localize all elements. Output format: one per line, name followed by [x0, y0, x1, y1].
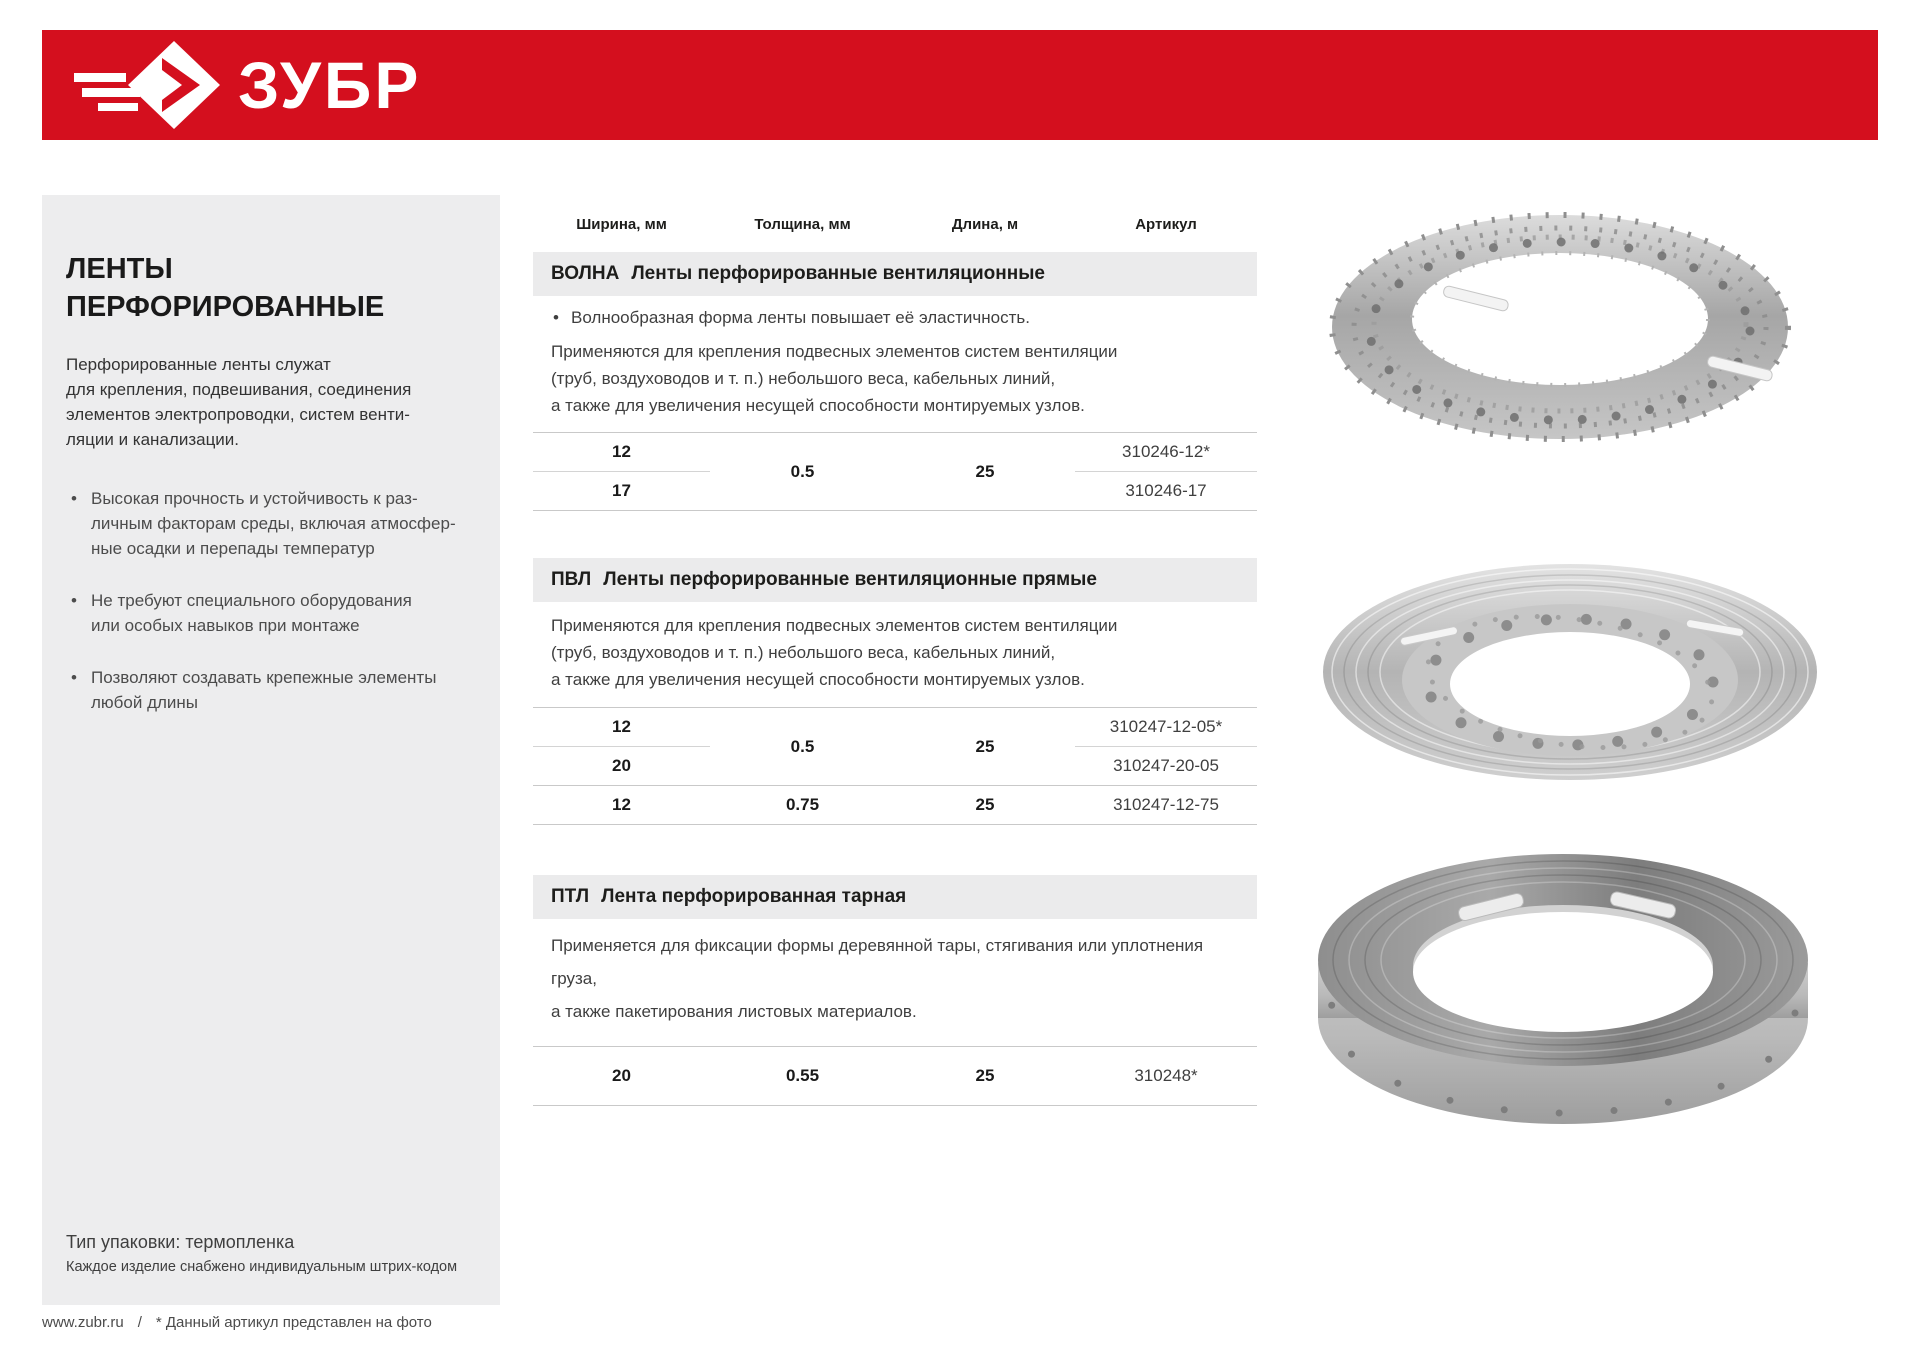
cell-sku: 310246-12* [1075, 433, 1257, 472]
cell-width: 12 [533, 708, 710, 747]
cell-thickness: 0.75 [785, 795, 820, 814]
sidebar-bullet: • Высокая прочность и устойчивость к раз- личным факторам среды, включая атмосфер- ные осадки и перепады температур [66, 486, 472, 561]
table-column-headers [533, 216, 1257, 233]
cell-sku: 310247-12-75 [1113, 795, 1219, 814]
section-title: Ленты перфорированные вентиляционные прямые [603, 569, 1097, 590]
col-header-length: Длина, м [951, 216, 1019, 233]
product-photo-pvl [1318, 560, 1823, 800]
section-title: Лента перфорированная тарная [601, 886, 907, 907]
cell-length: 25 [975, 795, 995, 814]
cell-width: 20 [612, 756, 631, 775]
section-volna-bullet: • Волнообразная форма ленты повышает её эластичность. [551, 306, 1257, 330]
intro-line: для крепления, подвешивания, соединения [66, 380, 412, 400]
section-pvl [533, 558, 1257, 825]
cell-sku: 310248* [1134, 1066, 1198, 1085]
packaging-note: Каждое изделие снабжено индивидуальным штрих-кодом [66, 1259, 458, 1275]
zubr-logo-icon [74, 40, 224, 130]
cell-sku: 310246-17 [1125, 481, 1207, 500]
sidebar-intro [66, 352, 472, 452]
page-title-line2: ПЕРФОРИРОВАННЫЕ [66, 291, 385, 324]
col-header-thickness: Толщина, мм [754, 216, 851, 233]
section-code: ПТЛ [551, 886, 590, 907]
page-title-line1: ЛЕНТЫ [66, 253, 173, 286]
col-header-width: Ширина, мм [576, 216, 667, 233]
section-pvl-description: Применяются для крепления подвесных элементов систем вентиляции (труб, воздуховодов и т. п.) небольшого веса, кабельных линий, а также для увеличения несущей способности монтируемых узлов. [551, 616, 1118, 689]
site-link[interactable]: www.zubr.ru [42, 1314, 124, 1331]
brand-logo [74, 40, 421, 130]
intro-line: Перфорированные ленты служат [66, 355, 331, 375]
sidebar-bullet: • Не требуют специального оборудования или особых навыков при монтаже [66, 588, 472, 638]
cell-thickness: 0.5 [790, 461, 815, 481]
section-ptl [533, 875, 1257, 1106]
section-pvl-header [533, 558, 1257, 602]
section-volna-header [533, 252, 1257, 296]
packaging-info [66, 1232, 457, 1275]
cell-sku: 310247-12-05* [1075, 708, 1257, 747]
packaging-type: Тип упаковки: термопленка [66, 1232, 295, 1252]
section-title: Ленты перфорированные вентиляционные [631, 263, 1045, 284]
cell-width: 12 [612, 795, 631, 814]
sidebar-bullet-list [66, 486, 472, 715]
section-ptl-description: Применяется для фиксации формы деревянной тары, стягивания или уплотнения груза, а также пакетирования листовых материалов. [551, 936, 1204, 1021]
table-row [533, 1046, 1257, 1106]
product-photo-ptl [1310, 848, 1820, 1148]
footer-separator: / [137, 1314, 142, 1331]
section-volna-description: Применяются для крепления подвесных элементов систем вентиляции (труб, воздуховодов и т. п.) небольшого веса, кабельных линий, а также для увеличения несущей способности монтируемых узлов. [551, 342, 1118, 415]
sidebar-bullet: • Позволяют создавать крепежные элементы любой длины [66, 665, 472, 715]
page-footer [42, 1314, 432, 1331]
col-header-sku: Артикул [1135, 216, 1197, 233]
cell-length: 25 [975, 1066, 995, 1085]
cell-sku: 310247-20-05 [1113, 756, 1219, 775]
intro-line: элементов электропроводки, систем венти- [66, 405, 410, 425]
cell-thickness: 0.5 [790, 736, 815, 756]
table-row [533, 786, 1257, 825]
brand-banner [42, 30, 1878, 140]
cell-thickness: 0.55 [785, 1066, 820, 1085]
table-group [533, 432, 1257, 511]
section-ptl-header [533, 875, 1257, 919]
cell-length: 25 [975, 461, 995, 481]
section-code: ПВЛ [551, 569, 592, 590]
cell-width: 20 [612, 1066, 631, 1085]
footer-note: * Данный артикул представлен на фото [155, 1314, 432, 1331]
brand-logo-text: ЗУБР [238, 48, 422, 122]
table-group [533, 707, 1257, 786]
cell-width: 12 [533, 433, 710, 472]
section-volna [533, 252, 1257, 511]
intro-line: ляции и канализации. [66, 430, 240, 450]
cell-width: 17 [612, 481, 631, 500]
page-title [66, 250, 472, 326]
sidebar [42, 195, 500, 1305]
product-photo-volna [1325, 205, 1795, 455]
section-code: ВОЛНА [551, 263, 620, 284]
cell-length: 25 [975, 736, 995, 756]
